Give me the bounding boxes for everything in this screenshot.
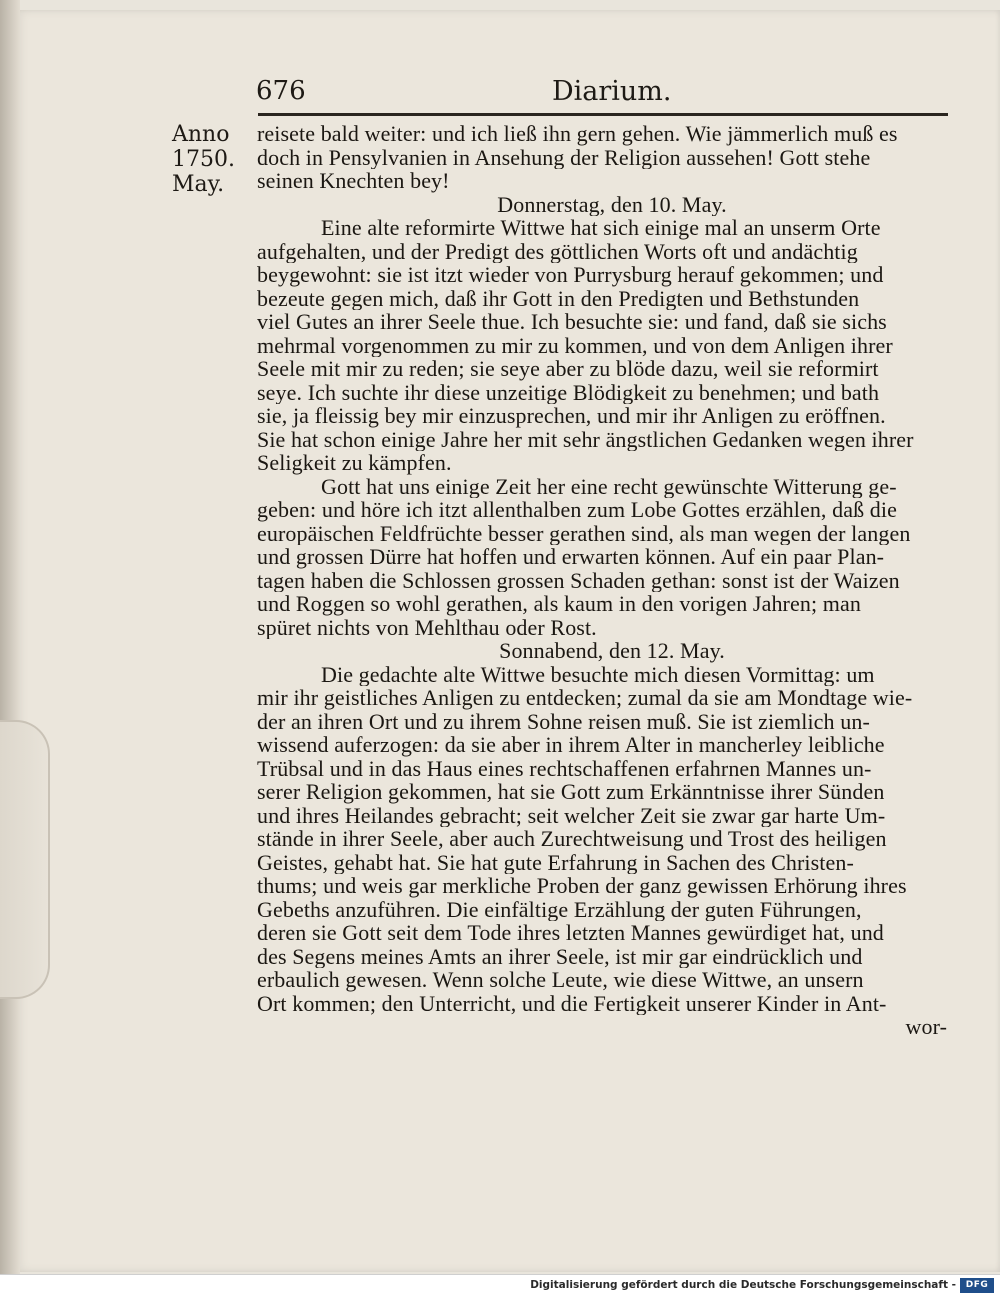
- running-title: Diarium.: [552, 76, 672, 107]
- catchword: wor-: [905, 1015, 947, 1039]
- date-heading: Sonnabend, den 12. May.: [499, 639, 725, 663]
- text-line: Sie hat schon einige Jahre her mit sehr ängstlichen Gedanken wegen ihrer: [257, 427, 914, 451]
- text-line: doch in Pensylvanien in Ansehung der Religion aussehen! Gott stehe: [257, 145, 871, 169]
- text-line: Gebeths anzuführen. Die einfältige Erzählung der guten Führungen,: [257, 897, 862, 921]
- text-line: Gott hat uns einige Zeit her eine recht gewünschte Witterung ge-: [321, 474, 897, 498]
- text-line: der an ihren Ort und zu ihrem Sohne reisen muß. Sie ist ziemlich un-: [257, 709, 870, 733]
- text-line: deren sie Gott seit dem Tode ihres letzten Mannes gewürdiget hat, und: [257, 921, 884, 945]
- dfg-logo-icon: DFG: [960, 1278, 994, 1293]
- text-line: Seligkeit zu kämpfen.: [257, 451, 452, 475]
- text-line: serer Religion gekommen, hat sie Gott zum Erkänntnisse ihrer Sünden: [257, 780, 885, 804]
- header-rule: [258, 113, 948, 116]
- text-line: Ort kommen; den Unterricht, und die Fertigkeit unserer Kinder in Ant-: [257, 991, 887, 1015]
- body-text: [257, 122, 947, 1039]
- text-line: geben: und höre ich itzt allenthalben zum Lobe Gottes erzählen, daß die: [257, 498, 897, 522]
- text-line: Trübsal und in das Haus eines rechtschaffenen erfahrnen Mannes un-: [257, 756, 872, 780]
- text-line: sie, ja fleissig bey mir einzusprechen, und mir ihr Anligen zu eröffnen.: [257, 404, 886, 428]
- text-line: stände in ihrer Seele, aber auch Zurechtweisung und Trost des heiligen: [257, 827, 887, 851]
- text-line: tagen haben die Schlossen grossen Schaden gethan: sonst ist der Waizen: [257, 568, 900, 592]
- text-line: mir ihr geistliches Anligen zu entdecken; zumal da sie am Mondtage wie-: [257, 686, 913, 710]
- margin-note-line: May.: [172, 172, 225, 197]
- text-line: beygewohnt: sie ist itzt wieder von Purrysburg herauf gekommen; und: [257, 263, 884, 287]
- text-line: mehrmal vorgenommen zu mir zu kommen, und von dem Anligen ihrer: [257, 333, 893, 357]
- text-line: seinen Knechten bey!: [257, 169, 450, 193]
- text-line: Seele mit mir zu reden; sie seye aber zu blöde dazu, weil sie reformirt: [257, 357, 879, 381]
- margin-note: [172, 122, 242, 197]
- text-line: viel Gutes an ihrer Seele thue. Ich besuchte sie: und fand, daß sie sichs: [257, 310, 887, 334]
- page-clip: [0, 720, 50, 999]
- text-line: reisete bald weiter: und ich ließ ihn gern gehen. Wie jämmerlich muß es: [257, 122, 898, 146]
- text-line: erbaulich gewesen. Wenn solche Leute, wie diese Wittwe, an unsern: [257, 968, 864, 992]
- footer-credit: Digitalisierung gefördert durch die Deutsche Forschungsgemeinschaft -: [530, 1279, 956, 1291]
- text-line: bezeute gegen mich, daß ihr Gott in den Predigten und Bethstunden: [257, 286, 860, 310]
- text-line: Eine alte reformirte Wittwe hat sich einige mal an unserm Orte: [321, 216, 881, 240]
- text-line: wissend auferzogen: da sie aber in ihrem Alter in mancherley leibliche: [257, 733, 885, 757]
- binding-shadow: [0, 0, 20, 1274]
- digitization-footer: [0, 1274, 1000, 1297]
- text-line: aufgehalten, und der Predigt des göttlichen Worts oft und andächtig: [257, 239, 858, 263]
- margin-note-line: 1750.: [172, 147, 235, 172]
- text-line: europäischen Feldfrüchte besser gerathen sind, als man wegen der langen: [257, 521, 911, 545]
- text-line: seye. Ich suchte ihr diese unzeitige Blödigkeit zu benehmen; und bath: [257, 380, 880, 404]
- text-line: des Segens meines Amts an ihrer Seele, ist mir gar eindrücklich und: [257, 944, 863, 968]
- text-line: und ihres Heilandes gebracht; seit welcher Zeit sie zwar gar harte Um-: [257, 803, 886, 827]
- text-line: thums; und weis gar merkliche Proben der ganz gewissen Erhörung ihres: [257, 874, 907, 898]
- page-header: [250, 72, 950, 112]
- text-line: Geistes, gehabt hat. Sie hat gute Erfahrung in Sachen des Christen-: [257, 850, 854, 874]
- date-heading: Donnerstag, den 10. May.: [497, 192, 727, 216]
- page-number: 676: [256, 76, 306, 106]
- margin-note-line: Anno: [172, 122, 230, 147]
- text-line: Die gedachte alte Wittwe besuchte mich diesen Vormittag: um: [321, 662, 875, 686]
- text-line: und grossen Dürre hat hoffen und erwarten können. Auf ein paar Plan-: [257, 545, 885, 569]
- text-line: spüret nichts von Mehlthau oder Rost.: [257, 615, 597, 639]
- text-line: und Roggen so wohl gerathen, als kaum in den vorigen Jahren; man: [257, 592, 861, 616]
